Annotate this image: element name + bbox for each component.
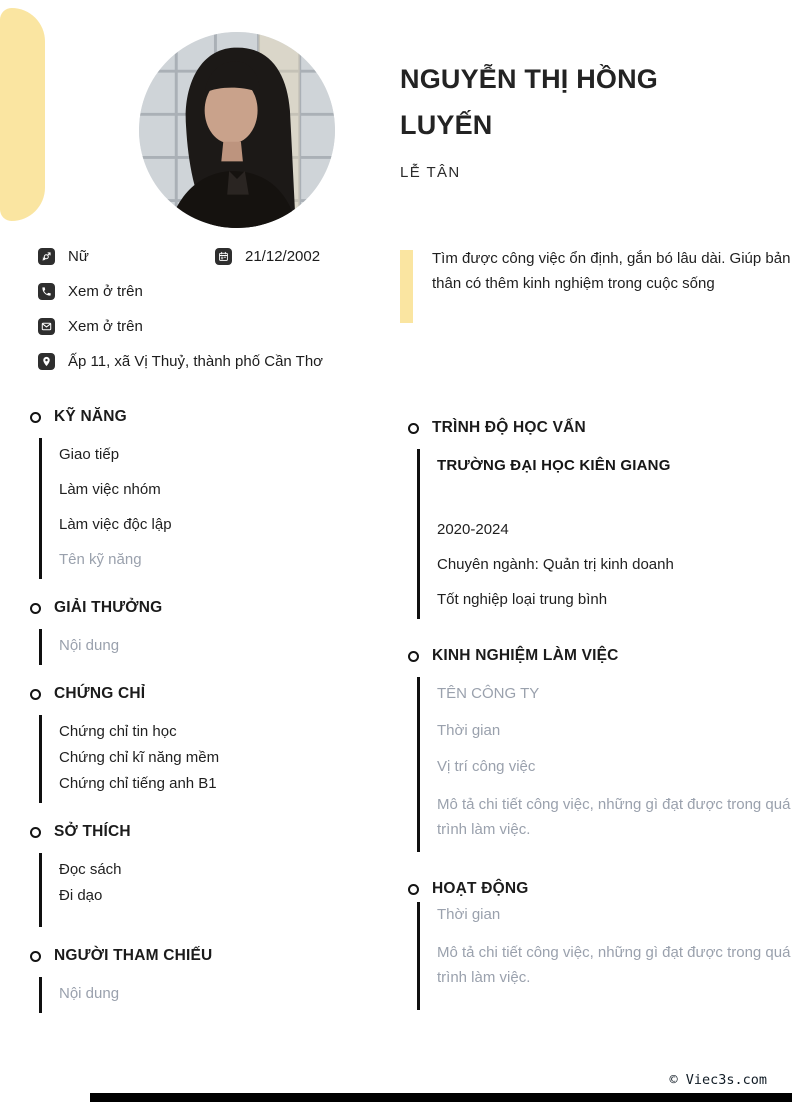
skill-item: Giao tiếp bbox=[59, 446, 120, 463]
profile-photo-illustration bbox=[139, 32, 335, 228]
section-education-body bbox=[417, 449, 792, 619]
section-awards-title: GIẢI THƯỞNG bbox=[54, 599, 163, 616]
education-major: Chuyên ngành: Quản trị kinh doanh bbox=[437, 556, 674, 573]
section-work-experience-header bbox=[408, 647, 792, 665]
address-value: Ấp 11, xã Vị Thuỷ, thành phố Cần Thơ bbox=[68, 352, 323, 370]
location-pin-icon bbox=[38, 353, 55, 370]
section-awards-body bbox=[39, 629, 398, 665]
section-activities-title: HOẠT ĐỘNG bbox=[432, 880, 529, 897]
objective-accent-bar bbox=[400, 250, 413, 323]
hobby-item: Đọc sách bbox=[59, 861, 122, 878]
mail-icon bbox=[38, 318, 55, 335]
ring-bullet-icon bbox=[408, 651, 419, 662]
hobby-item: Đi dạo bbox=[59, 887, 103, 904]
ring-bullet-icon bbox=[30, 951, 41, 962]
skill-item: Làm việc độc lập bbox=[59, 516, 172, 533]
birthdate-value: 21/12/2002 bbox=[245, 247, 321, 265]
job-title: LỄ TÂN bbox=[400, 164, 461, 181]
section-skills-body bbox=[39, 438, 398, 579]
education-school: TRƯỜNG ĐẠI HỌC KIÊN GIANG bbox=[437, 457, 671, 474]
profile-photo bbox=[139, 32, 335, 228]
contact-info bbox=[38, 247, 408, 370]
ring-bullet-icon bbox=[30, 689, 41, 700]
site-credit: © Viec3s.com bbox=[669, 1072, 767, 1088]
ring-bullet-icon bbox=[30, 412, 41, 423]
position-placeholder: Vị trí công việc bbox=[437, 758, 536, 775]
ring-bullet-icon bbox=[408, 884, 419, 895]
section-education-title: TRÌNH ĐỘ HỌC VẤN bbox=[432, 419, 586, 436]
work-time-placeholder: Thời gian bbox=[437, 722, 501, 739]
section-references-body bbox=[39, 977, 398, 1013]
phone-icon bbox=[38, 283, 55, 300]
section-hobbies-body bbox=[39, 853, 398, 927]
company-placeholder: TÊN CÔNG TY bbox=[437, 685, 540, 702]
section-references bbox=[30, 947, 398, 1013]
objective-text: Tìm được công việc ổn định, gắn bó lâu dài. Giúp bản thân có thêm kinh nghiệm trong cuộc sống bbox=[432, 250, 791, 292]
section-hobbies bbox=[30, 823, 398, 927]
certificate-item: Chứng chỉ kĩ năng mềm bbox=[59, 749, 220, 766]
section-education-header bbox=[408, 419, 792, 437]
career-objective bbox=[400, 250, 792, 323]
education-grade: Tốt nghiệp loại trung bình bbox=[437, 591, 608, 608]
gender-value: Nữ bbox=[68, 247, 89, 265]
certificate-item: Chứng chỉ tiếng anh B1 bbox=[59, 775, 217, 792]
work-description-placeholder: Mô tả chi tiết công việc, những gì đạt được trong quá trình làm việc. bbox=[437, 796, 791, 838]
section-activities-header bbox=[408, 880, 792, 898]
section-activities bbox=[408, 880, 792, 1010]
section-certificates-header bbox=[30, 685, 398, 703]
activity-time-placeholder: Thời gian bbox=[437, 906, 501, 923]
email-value: Xem ở trên bbox=[68, 317, 143, 335]
section-education bbox=[408, 419, 792, 619]
contact-row-birthdate bbox=[215, 247, 320, 265]
section-hobbies-header bbox=[30, 823, 398, 841]
section-certificates-title: CHỨNG CHỈ bbox=[54, 685, 146, 702]
candidate-name: NGUYỄN THỊ HỒNG LUYẾN bbox=[400, 64, 659, 140]
section-awards bbox=[30, 599, 398, 665]
gender-icon bbox=[38, 248, 55, 265]
section-work-experience-body bbox=[417, 677, 792, 852]
section-awards-header bbox=[30, 599, 398, 617]
contact-row-address bbox=[38, 352, 408, 370]
reference-placeholder: Nội dung bbox=[59, 985, 120, 1002]
certificate-item: Chứng chỉ tin học bbox=[59, 723, 177, 740]
ring-bullet-icon bbox=[408, 423, 419, 434]
section-skills-title: KỸ NĂNG bbox=[54, 408, 127, 425]
section-certificates bbox=[30, 685, 398, 803]
yellow-accent-shape bbox=[0, 8, 45, 221]
section-work-experience-title: KINH NGHIỆM LÀM VIỆC bbox=[432, 647, 619, 664]
phone-value: Xem ở trên bbox=[68, 282, 143, 300]
section-work-experience bbox=[408, 647, 792, 852]
ring-bullet-icon bbox=[30, 827, 41, 838]
header-name-block bbox=[400, 56, 730, 181]
section-certificates-body bbox=[39, 715, 398, 803]
skill-placeholder: Tên kỹ năng bbox=[59, 551, 142, 568]
section-skills-header bbox=[30, 408, 398, 426]
contact-row-gender bbox=[38, 247, 408, 265]
contact-row-phone bbox=[38, 282, 408, 300]
award-placeholder: Nội dung bbox=[59, 637, 120, 654]
section-references-title: NGƯỜI THAM CHIẾU bbox=[54, 947, 213, 964]
education-period: 2020-2024 bbox=[437, 521, 509, 538]
left-column bbox=[30, 408, 398, 1033]
right-column bbox=[408, 419, 792, 1030]
section-activities-body bbox=[417, 902, 792, 1010]
section-hobbies-title: SỞ THÍCH bbox=[54, 823, 131, 840]
section-references-header bbox=[30, 947, 398, 965]
activity-description-placeholder: Mô tả chi tiết công việc, những gì đạt được trong quá trình làm việc. bbox=[437, 944, 791, 986]
ring-bullet-icon bbox=[30, 603, 41, 614]
calendar-icon bbox=[215, 248, 232, 265]
section-skills bbox=[30, 408, 398, 579]
skill-item: Làm việc nhóm bbox=[59, 481, 161, 498]
bottom-black-bar bbox=[90, 1093, 792, 1102]
contact-row-email bbox=[38, 317, 408, 335]
